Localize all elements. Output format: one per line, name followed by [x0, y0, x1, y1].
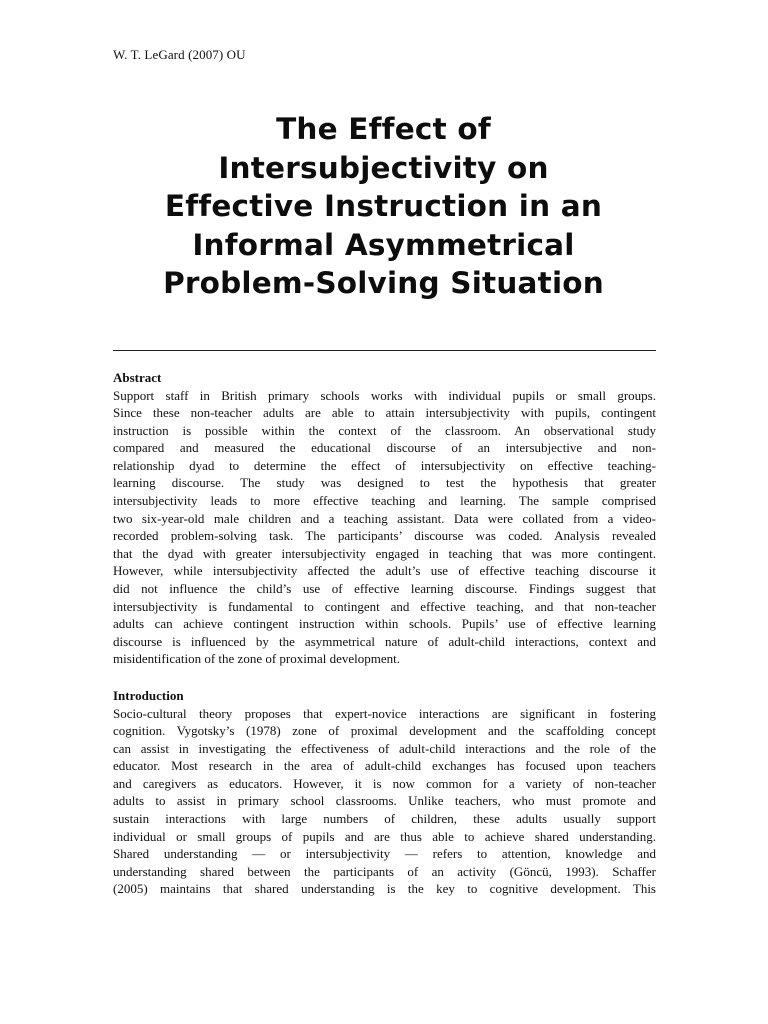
text-line: and caregivers as educators. However, it is now common for a variety of non-teacher — [113, 775, 656, 791]
text-line: educator. Most research in the area of adult-child exchanges has focused upon teachers — [113, 758, 656, 774]
horizontal-divider — [113, 350, 656, 351]
text-line: Since these non-teacher adults are able to attain intersubjectivity with pupils, contingent — [113, 405, 656, 421]
text-line: can assist in investigating the effectiveness of adult-child interactions and the role of the — [113, 740, 656, 756]
text-line: intersubjectivity is fundamental to contingent and effective teaching, and that non-teacher — [113, 598, 656, 614]
abstract-heading: Abstract — [113, 370, 162, 385]
paper-title — [113, 110, 654, 303]
text-line: sustain interactions with large numbers of children, these adults usually support — [113, 811, 656, 827]
text-line: did not influence the child’s use of effective learning discourse. Findings suggest that — [113, 581, 656, 597]
text-line: misidentification of the zone of proximal development. — [113, 651, 401, 667]
paper-body — [113, 369, 656, 898]
title-line: Effective Instruction in an — [164, 189, 603, 223]
introduction-heading: Introduction — [113, 688, 184, 703]
section-spacer — [113, 668, 656, 687]
text-line: adults to assist in primary school classrooms. Unlike teachers, who must promote and — [113, 793, 656, 809]
text-line: Socio-cultural theory proposes that expert-novice interactions are significant in fostering — [113, 705, 656, 721]
text-line: However, while intersubjectivity affected the adult’s use of effective teaching discourse it — [113, 563, 656, 579]
text-line: intersubjectivity leads to more effective teaching and learning. The sample comprised — [113, 493, 656, 509]
text-line: Shared understanding — or intersubjectivity — refers to attention, knowledge and — [113, 846, 656, 862]
title-line: The Effect of — [276, 112, 491, 146]
text-line: recorded problem-solving task. The participants’ discourse was coded. Analysis revealed — [113, 528, 656, 544]
text-line: (2005) maintains that shared understanding is the key to cognitive development. This — [113, 881, 656, 897]
title-line: Problem-Solving Situation — [163, 266, 604, 300]
text-line: adults can achieve contingent instruction within schools. Pupils’ use of effective learning — [113, 616, 656, 632]
text-line: relationship dyad to determine the effect of intersubjectivity on effective teaching- — [113, 457, 656, 473]
text-line: two six-year-old male children and a teaching assistant. Data were collated from a video- — [113, 510, 656, 526]
text-line: compared and measured the educational discourse of an intersubjective and non- — [113, 440, 656, 456]
introduction-paragraph — [113, 705, 656, 899]
text-line: Support staff in British primary schools works with individual pupils or small groups. — [113, 387, 656, 403]
text-line: learning discourse. The study was designed to test the hypothesis that greater — [113, 475, 656, 491]
text-line: individual or small groups of pupils and are thus able to achieve shared understanding. — [113, 828, 656, 844]
text-line: understanding shared between the participants of an activity (Göncü, 1993). Schaffer — [113, 863, 656, 879]
text-line: that the dyad with greater intersubjectivity engaged in teaching that was more contingent. — [113, 545, 656, 561]
text-line: cognition. Vygotsky’s (1978) zone of proximal development and the scaffolding concept — [113, 723, 656, 739]
title-line: Intersubjectivity on — [218, 150, 549, 185]
title-line: Informal Asymmetrical — [192, 227, 575, 262]
text-line: instruction is possible within the context of the classroom. An observational study — [113, 422, 656, 438]
abstract-paragraph — [113, 387, 656, 669]
text-line: discourse is influenced by the asymmetrical nature of adult-child interactions, context and — [113, 633, 656, 649]
author-header: W. T. LeGard (2007) OU — [113, 47, 246, 62]
